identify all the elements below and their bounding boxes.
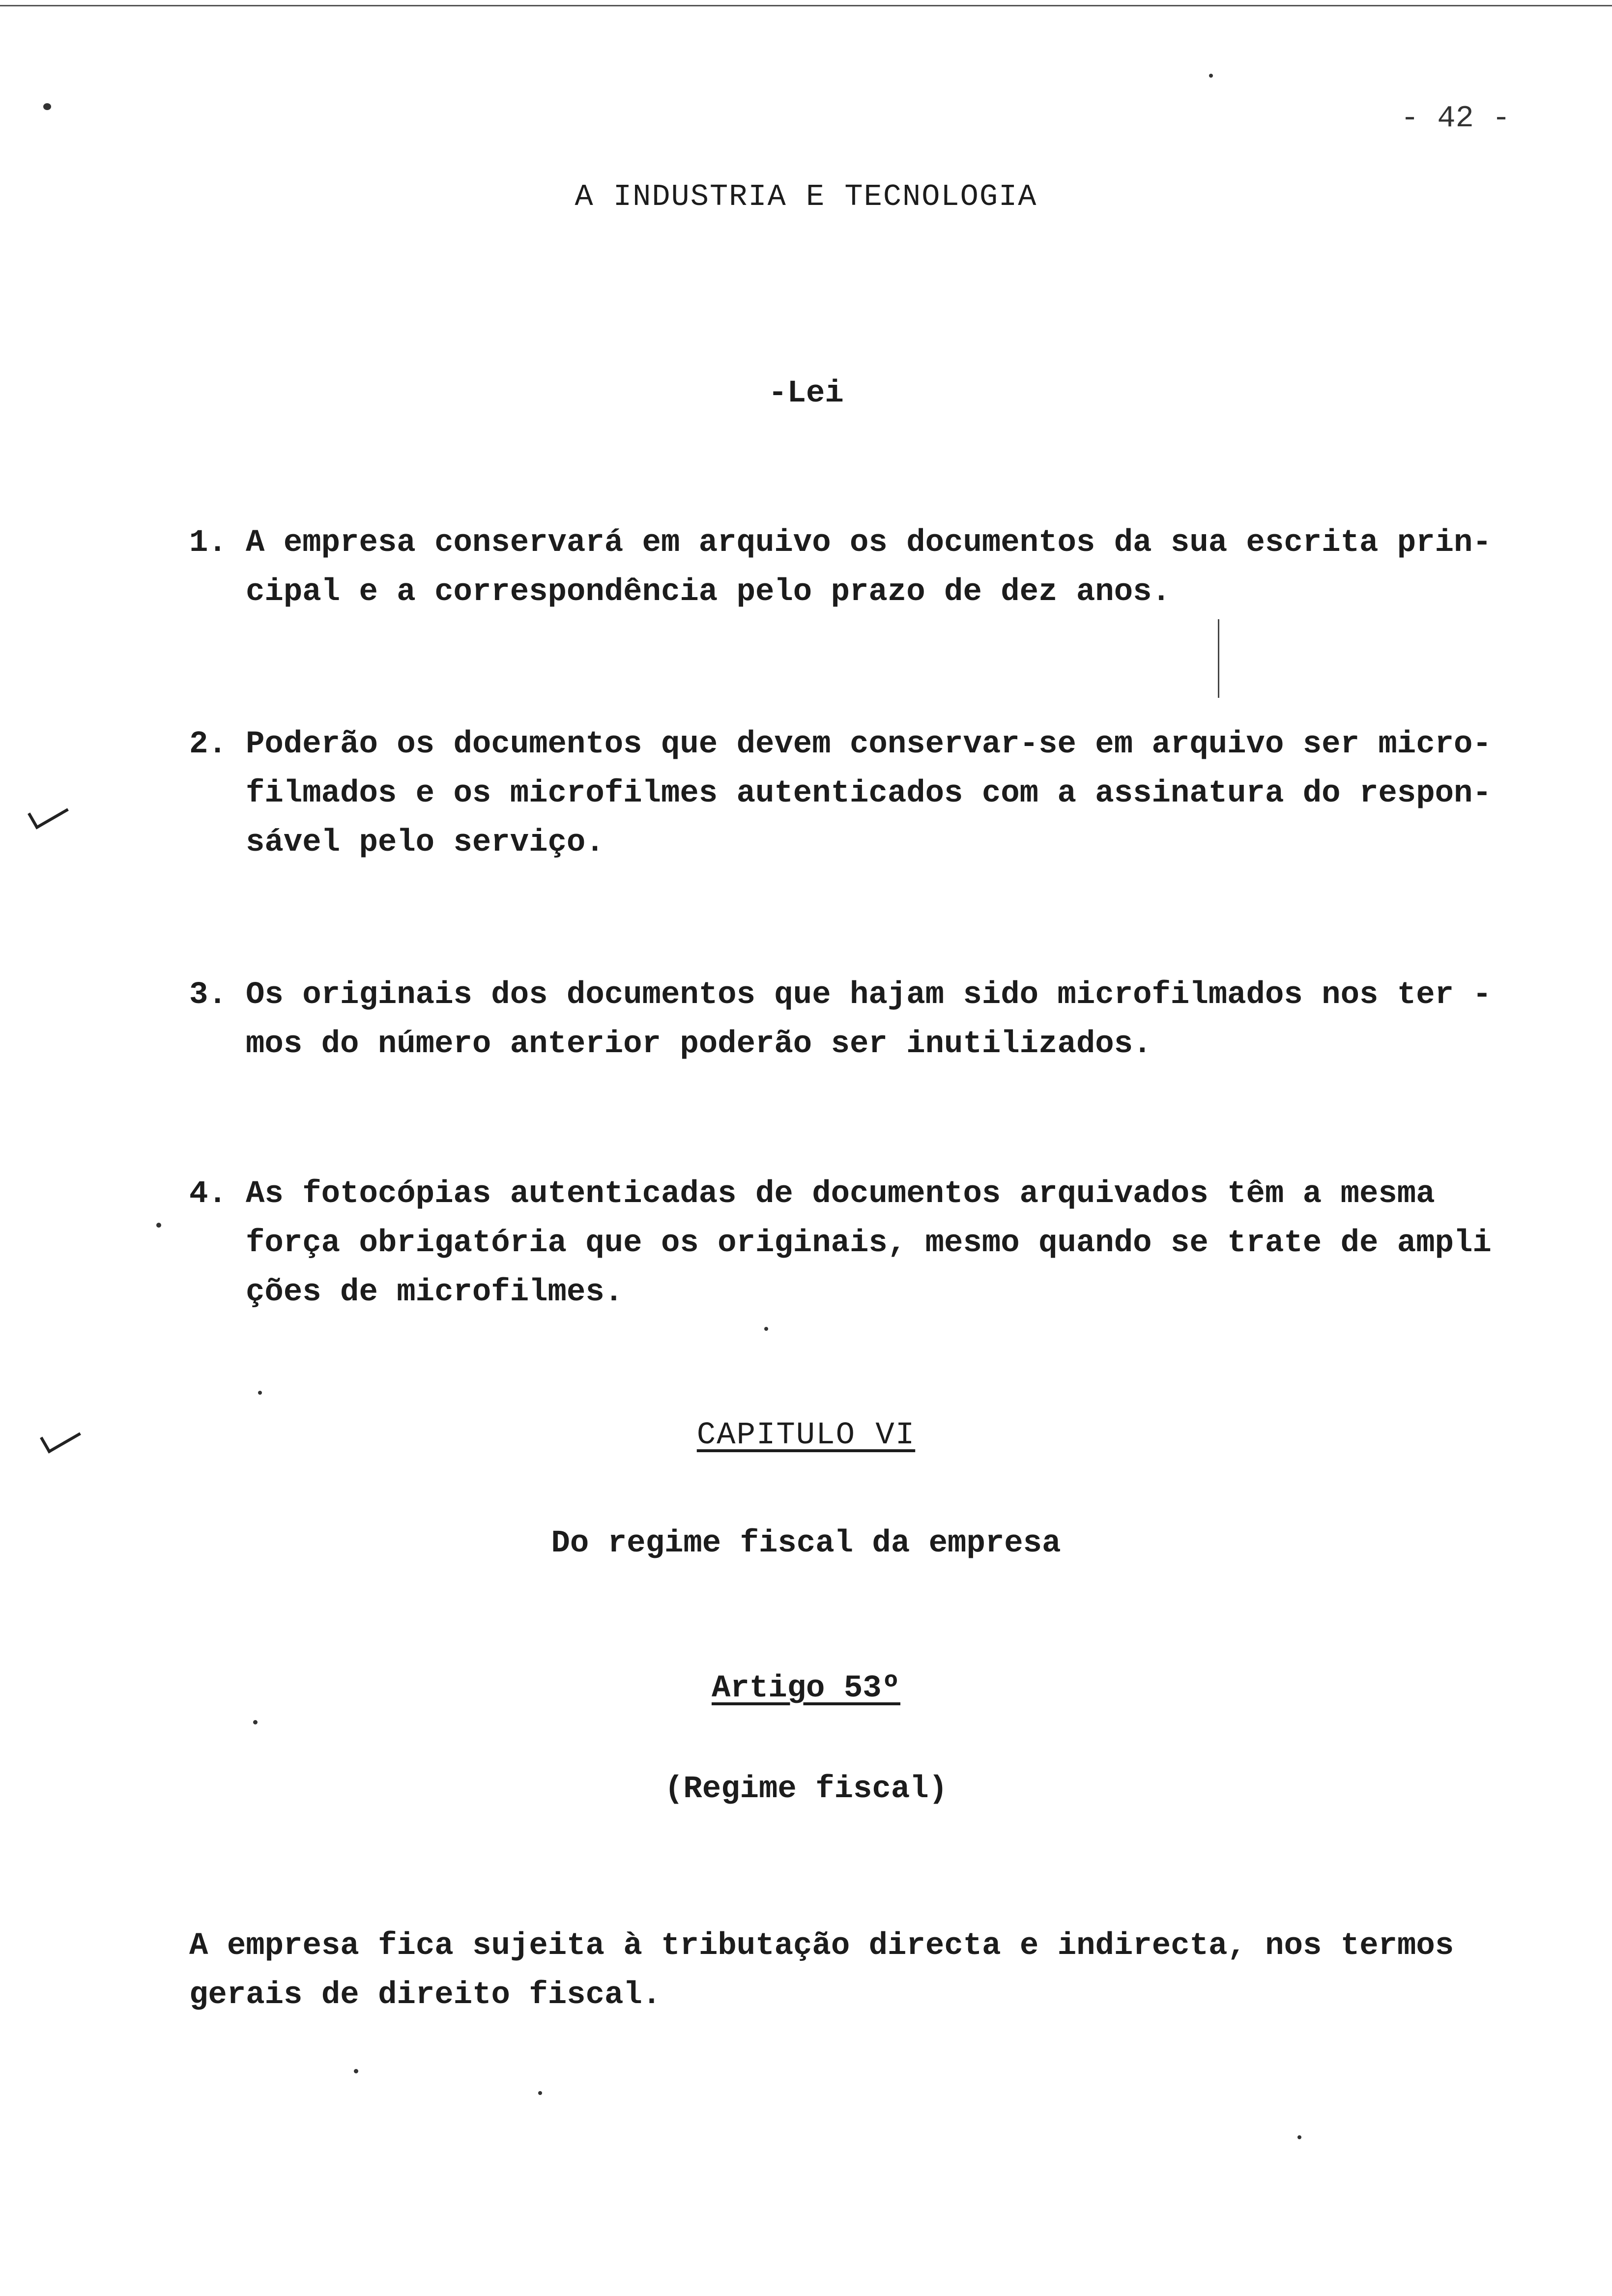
item-number: 1. <box>189 525 227 561</box>
article-title: Artigo 53º <box>711 1671 901 1706</box>
item-line: Os originais dos documentos que hajam sido microfilmados nos ter - <box>246 977 1492 1013</box>
item-line: mos do número anterior poderão ser inutilizados. <box>246 1027 1152 1062</box>
scan-speck <box>764 1327 768 1331</box>
chapter-subtitle: Do regime fiscal da empresa <box>551 1526 1061 1561</box>
list-item <box>189 720 1565 867</box>
article-body <box>189 1922 1565 2020</box>
item-line: A empresa conservará em arquivo os documentos da sua escrita prin- <box>246 525 1492 561</box>
scan-speck <box>253 1720 258 1724</box>
item-line: As fotocópias autenticadas de documentos arquivados têm a mesma <box>246 1177 1435 1212</box>
list-item <box>189 971 1565 1069</box>
scan-speck <box>354 2069 358 2073</box>
item-line: Poderão os documentos que devem conservar-se em arquivo ser micro- <box>246 727 1492 762</box>
scan-speck <box>43 103 51 110</box>
scan-speck <box>538 2091 542 2095</box>
top-border-line <box>0 5 1612 6</box>
body-line: gerais de direito fiscal. <box>189 1978 662 2013</box>
document-header: A INDUSTRIA E TECNOLOGIA <box>575 179 1037 214</box>
item-number: 4. <box>189 1177 227 1212</box>
body-line: A empresa fica sujeita à tributação directa e indirecta, nos termos <box>189 1928 1454 1964</box>
item-line: ções de microfilmes. <box>246 1275 624 1310</box>
scan-line-mark <box>1218 619 1219 698</box>
item-number: 3. <box>189 977 227 1013</box>
scan-speck <box>258 1391 262 1395</box>
margin-tick-mark <box>28 795 69 829</box>
article-subtitle: (Regime fiscal) <box>664 1772 948 1807</box>
scan-speck <box>1297 2135 1301 2139</box>
list-item <box>189 518 1565 617</box>
chapter-title: CAPITULO VI <box>696 1418 916 1453</box>
item-line: sável pelo serviço. <box>246 825 604 861</box>
item-line: cipal e a correspondência pelo prazo de dez anos. <box>246 574 1171 610</box>
item-number: 2. <box>189 727 227 762</box>
scan-speck <box>1209 74 1213 78</box>
page-number: - 42 - <box>1401 101 1511 136</box>
item-line: força obrigatória que os originais, mesmo quando se trate de ampli <box>246 1226 1492 1261</box>
list-item <box>189 1170 1565 1317</box>
section-label-lei: -Lei <box>768 376 844 411</box>
scan-speck <box>156 1223 161 1228</box>
item-line: filmados e os microfilmes autenticados com a assinatura do respon- <box>246 776 1492 811</box>
